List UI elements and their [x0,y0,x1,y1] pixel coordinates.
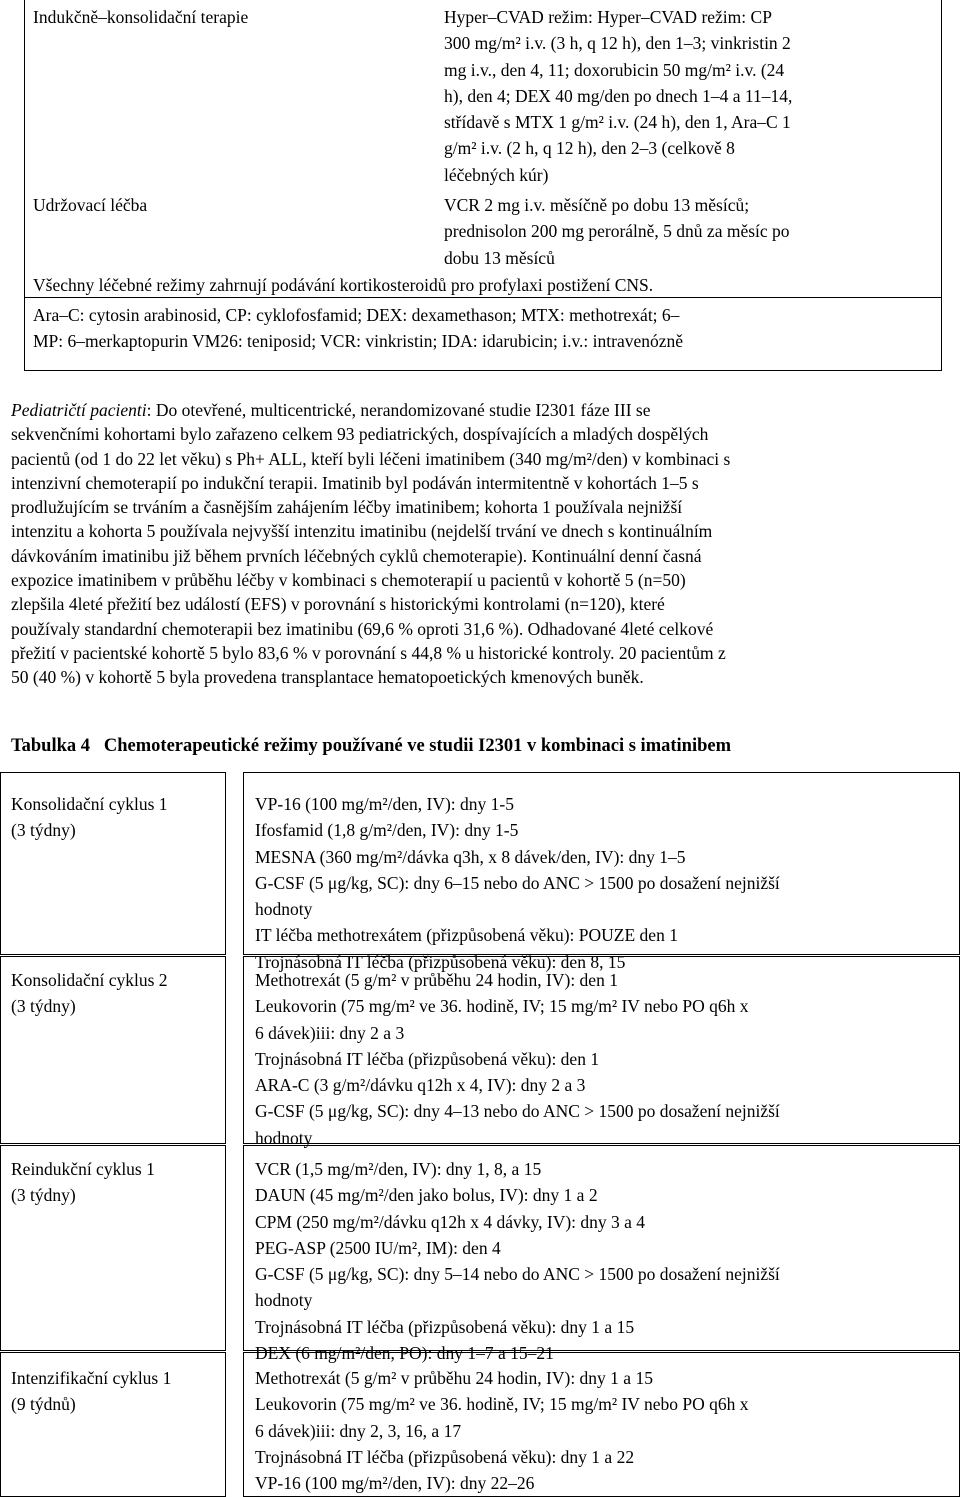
table-row-content: VP-16 (100 mg/m²/den, IV): dny 1-5 Ifosfamid (1,8 g/m²/den, IV): dny 1-5 MESNA (360 mg/m²/dávka q3h, x 8 dávek/den, IV): dny 1–5 G-CSF (5 μg/kg, SC): dny 6–15 nebo do ANC > 1500 po dosažení nejnižší hodnoty IT léčba methotrexátem (přizpůsobená věku): POUZE den 1 Trojnásobná IT léčba (přizpůsobená věku): den 8, 15 [243,772,960,955]
paragraph-lead: Pediatričtí pacienti [11,400,147,420]
chemo-regimen-table [0,772,960,1497]
table-row-content: VCR 2 mg i.v. měsíčně po dobu 13 měsíců; prednisolon 200 mg perorálně, 5 dnů za měsíc po dobu 13 měsíců [444,195,790,268]
table-row-content: VCR (1,5 mg/m²/den, IV): dny 1, 8, a 15 DAUN (45 mg/m²/den jako bolus, IV): dny 1 a 2 CPM (250 mg/m²/dávku q12h x 4 dávky, IV): dny 3 a 4 PEG-ASP (2500 IU/m², IM): den 4 G-CSF (5 μg/kg, SC): dny 5–14 nebo do ANC > 1500 po dosažení nejnižší hodnoty Trojnásobná IT léčba (přizpůsobená věku): dny 1 a 15 DEX (6 mg/m²/den, PO): dny 1–7 a 15–21 [243,1145,960,1351]
table-row-label: Intenzifikační cyklus 1 (9 týdnů) [0,1352,226,1497]
table-caption: Tabulka 4 Chemoterapeutické režimy používané ve studii I2301 v kombinaci s imatinibem [11,736,731,756]
table-row-content: Methotrexát (5 g/m² v průběhu 24 hodin, IV): dny 1 a 15 Leukovorin (75 mg/m² ve 36. hodině, IV; 15 mg/m² IV nebo PO q6h x 6 dávek)iii: dny 2, 3, 16, a 17 Trojnásobná IT léčba (přizpůsobená věku): dny 1 a 22 VP-16 (100 mg/m²/den, IV): dny 22–26 [243,1352,960,1497]
table-row-label: Udržovací léčba [33,195,148,215]
table-footnote: Všechny léčebné režimy zahrnují podávání kortikosteroidů pro profylaxi postižení CNS. [33,275,654,295]
table-row-label: Konsolidační cyklus 2 (3 týdny) [0,956,226,1144]
table-row-content: Methotrexát (5 g/m² v průběhu 24 hodin, IV): den 1 Leukovorin (75 mg/m² ve 36. hodině, IV; 15 mg/m² IV nebo PO q6h x 6 dávek)iii: dny 2 a 3 Trojnásobná IT léčba (přizpůsobená věku): den 1 ARA-C (3 g/m²/dávku q12h x 4, IV): dny 2 a 3 G-CSF (5 μg/kg, SC): dny 4–13 nebo do ANC > 1500 po dosažení nejnižší hodnoty [243,956,960,1144]
regimen-table-continued [24,0,942,371]
table-row-label: Reindukční cyklus 1 (3 týdny) [0,1145,226,1351]
table-row-label: Indukčně–konsolidační terapie [33,7,249,27]
pediatric-paragraph: Pediatričtí pacienti: Do otevřené, multicentrické, nerandomizované studie I2301 fáze III se sekvenčními kohortami bylo zařazeno celkem 93 pediatrických, dospívajících a mladých dospělých pacientů (od 1 do 22 let věku) s Ph+ ALL, kteří byli léčeni imatinibem (340 mg/m²/den) v kombinaci s intenzivní chemoterapií po indukční terapii. Imatinib byl podáván intermitentně v kohortách 1–5 s prodlužujícím se trváním a časnějším zahájením léčby imatinibem; kohorta 1 používala nejnižší intenzitu a kohorta 5 používala nejvyšší intenzitu imatinibu (nejdelší trvání ve dnech s kontinuálním dávkováním imatinibu již během prvních léčebných cyklů chemoterapie). Kontinuální denní časná expozice imatinibem v průběhu léčby v kombinaci s chemoterapií u pacientů v kohortě 5 (n=50) zlepšila 4leté přežití bez událostí (EFS) v porovnání s historickými kontrolami (n=120), které používaly standardní chemoterapii bez imatinibu (69,6 % oproti 31,6 %). Odhadované 4leté celkové přežití v pacientské kohortě 5 bylo 83,6 % v porovnání s 44,8 % u historické kontroly. 20 pacientům z 50 (40 %) v kohortě 5 byla provedena transplantace hematopoetických kmenových buněk. [11,400,731,688]
table-row-content: Hyper–CVAD režim: Hyper–CVAD režim: CP 300 mg/m² i.v. (3 h, q 12 h), den 1–3; vinkristin 2 mg i.v., den 4, 11; doxorubicin 50 mg/m² i.v. (24 h), den 4; DEX 40 mg/den po dnech 1–4 a 11–14, střídavě s MTX 1 g/m² i.v. (24 h), den 1, Ara–C 1 g/m² i.v. (2 h, q 12 h), den 2–3 (celkově 8 léčebných kúr) [444,7,793,185]
table-row-label: Konsolidační cyklus 1 (3 týdny) [0,772,226,955]
abbreviations: Ara–C: cytosin arabinosid, CP: cyklofosfamid; DEX: dexamethason; MTX: methotrexát; 6– MP: 6–merkaptopurin VM26: teniposid; VCR: vinkristin; IDA: idarubicin; i.v.: intravenózně [33,305,684,352]
divider [25,297,941,298]
